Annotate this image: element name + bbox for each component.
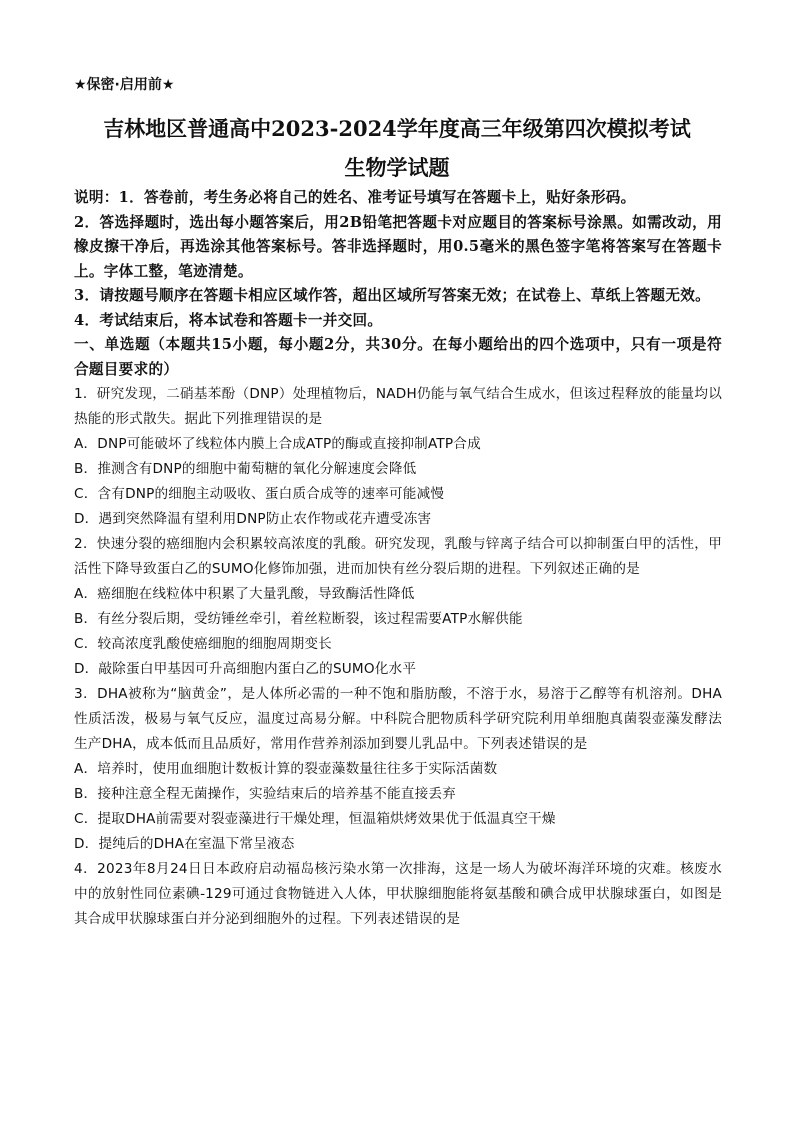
question-stem: 1．研究发现，二硝基苯酚（DNP）处理植物后，NADH仍能与氧气结合生成水，但该过程释放的能量均以热能的形式散失。据此下列推理错误的是 [74, 386, 722, 427]
question-3 [74, 682, 722, 857]
exam-subject-title: 生物学试题 [344, 155, 450, 180]
option-b: B．推测含有DNP的细胞中葡萄糖的氧化分解速度会降低 [74, 461, 417, 477]
option-c: C．提取DHA前需要对裂壶藻进行干燥处理，恒温箱烘烤效果优于低温真空干燥 [74, 811, 556, 827]
question-2 [74, 532, 722, 682]
instruction-2: 2．答选择题时，选出每小题答案后，用2B铅笔把答题卡对应题目的答案标号涂黑。如需改动，用橡皮擦干净后，再选涂其他答案标号。答非选择题时，用0.5毫米的黑色签字笔将答案写在答题卡上。字体工整，笔迹清楚。 [74, 213, 722, 280]
question-stem: 2．快速分裂的癌细胞内会积累较高浓度的乳酸。研究发现，乳酸与锌离子结合可以抑制蛋白甲的活性，甲活性下降导致蛋白乙的SUMO化修饰加强，进而加快有丝分裂后期的进程。下列叙述正确的是 [74, 536, 722, 577]
confidential-label: ★保密·启用前★ [74, 77, 175, 93]
instruction-1: 说明：1．答卷前，考生务必将自己的姓名、准考证号填写在答题卡上，贴好条形码。 [74, 189, 636, 206]
option-b: B．有丝分裂后期，受纺锤丝牵引，着丝粒断裂，该过程需要ATP水解供能 [74, 611, 523, 627]
option-d: D．提纯后的DHA在室温下常呈液态 [74, 836, 295, 852]
option-a: A．培养时，使用血细胞计数板计算的裂壶藻数量往往多于实际活菌数 [74, 761, 498, 777]
option-a: A．癌细胞在线粒体中积累了大量乳酸，导致酶活性降低 [74, 586, 415, 602]
section-heading: 一、单选题（本题共15小题，每小题2分，共30分。在每小题给出的四个选项中，只有一项是符合题目要求的） [74, 336, 722, 378]
option-a: A．DNP可能破坏了线粒体内膜上合成ATP的酶或直接抑制ATP合成 [74, 436, 481, 452]
option-c: C．含有DNP的细胞主动吸收、蛋白质合成等的速率可能减慢 [74, 486, 445, 502]
instruction-3: 3．请按题号顺序在答题卡相应区域作答，超出区域所写答案无效；在试卷上、草纸上答题无效。 [74, 287, 710, 304]
option-c: C．较高浓度乳酸使癌细胞的细胞周期变长 [74, 636, 332, 652]
option-d: D．敲除蛋白甲基因可升高细胞内蛋白乙的SUMO化水平 [74, 661, 417, 677]
exam-content [74, 186, 722, 932]
exam-title: 吉林地区普通高中2023-2024学年度高三年级第四次模拟考试 [103, 116, 691, 141]
question-stem: 3．DHA被称为“脑黄金”，是人体所必需的一种不饱和脂肪酸，不溶于水，易溶于乙醇等有机溶剂。DHA性质活泼，极易与氧气反应，温度过高易分解。中科院合肥物质科学研究院利用单细胞真菌裂壶藻发酵法生产DHA，成本低而且品质好，常用作营养剂添加到婴儿乳品中。下列表述错误的是 [74, 686, 722, 752]
instructions [74, 186, 722, 333]
question-stem: 4．2023年8月24日日本政府启动福岛核污染水第一次排海，这是一场人为破坏海洋环境的灾难。核废水中的放射性同位素碘-129可通过食物链进入人体，甲状腺细胞能将氨基酸和碘合成甲状腺球蛋白，如图是其合成甲状腺球蛋白并分泌到细胞外的过程。下列表述错误的是 [74, 861, 722, 927]
option-b: B．接种注意全程无菌操作，实验结束后的培养基不能直接丢弃 [74, 786, 456, 802]
question-4 [74, 857, 722, 932]
option-d: D．遇到突然降温有望利用DNP防止农作物或花卉遭受冻害 [74, 511, 432, 527]
question-1 [74, 382, 722, 532]
instruction-4: 4．考试结束后，将本试卷和答题卡一并交回。 [74, 311, 383, 329]
